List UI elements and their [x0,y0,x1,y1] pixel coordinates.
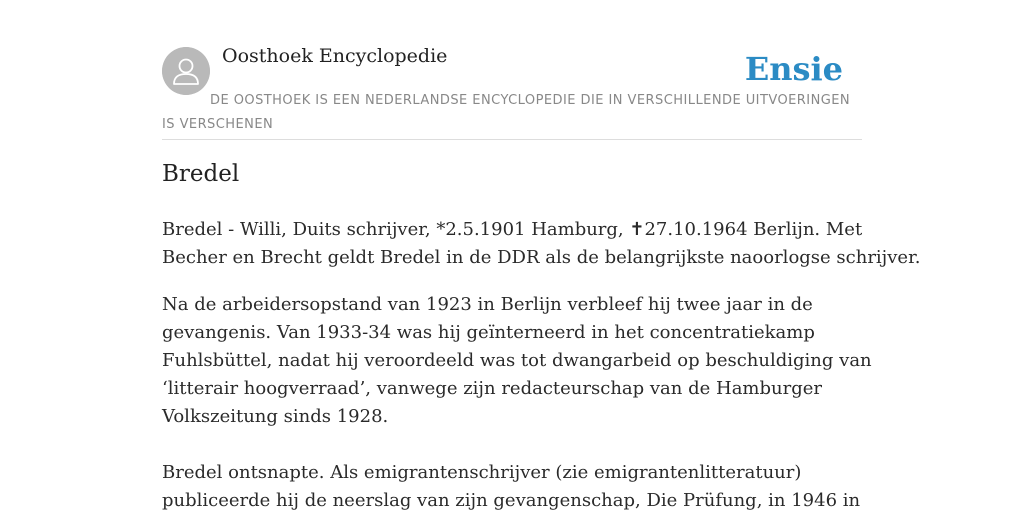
paragraph-line: publiceerde hij de neerslag van zijn gevangenschap, Die Prüfung, in 1946 in [162,490,861,511]
article-title: Bredel [162,161,240,187]
user-silhouette-icon [162,47,210,95]
paragraph-line: ‘litterair hoogverraad’, vanwege zijn redacteurschap van de Hamburger [162,378,822,399]
paragraph-line: Fuhlsbüttel, nadat hij veroordeeld was tot dwangarbeid op beschuldiging van [162,350,872,371]
paragraph-line: Bredel - Willi, Duits schrijver, *2.5.1901 Hamburg, ✝27.10.1964 Berlijn. Met [162,219,863,240]
content-column [162,0,921,511]
paragraph-line: gevangenis. Van 1933-34 was hij geïnterneerd in het concentratiekamp [162,322,815,343]
paragraph-line: Volkszeitung sinds 1928. [162,406,389,427]
paragraph-line: Bredel ontsnapte. Als emigrantenschrijver (zie emigrantenlitteratuur) [162,462,802,483]
ensie-logo[interactable]: Ensie [744,50,843,88]
source-description: DE OOSTHOEK IS EEN NEDERLANDSE ENCYCLOPEDIE DIE IN VERSCHILLENDE UITVOERINGEN IS VERSCHENEN [162,93,851,132]
source-avatar[interactable] [162,47,210,95]
source-name-link[interactable]: Oosthoek Encyclopedie [222,45,448,67]
article-paragraph [162,216,921,272]
paragraph-line: Na de arbeidersopstand van 1923 in Berlijn verbleef hij twee jaar in de [162,294,813,315]
article-paragraph [162,459,862,512]
article-paragraph [162,291,872,431]
paragraph-line: Becher en Brecht geldt Bredel in de DDR als de belangrijkste naoorlogse schrijver. [162,247,921,268]
source-header [162,0,862,140]
